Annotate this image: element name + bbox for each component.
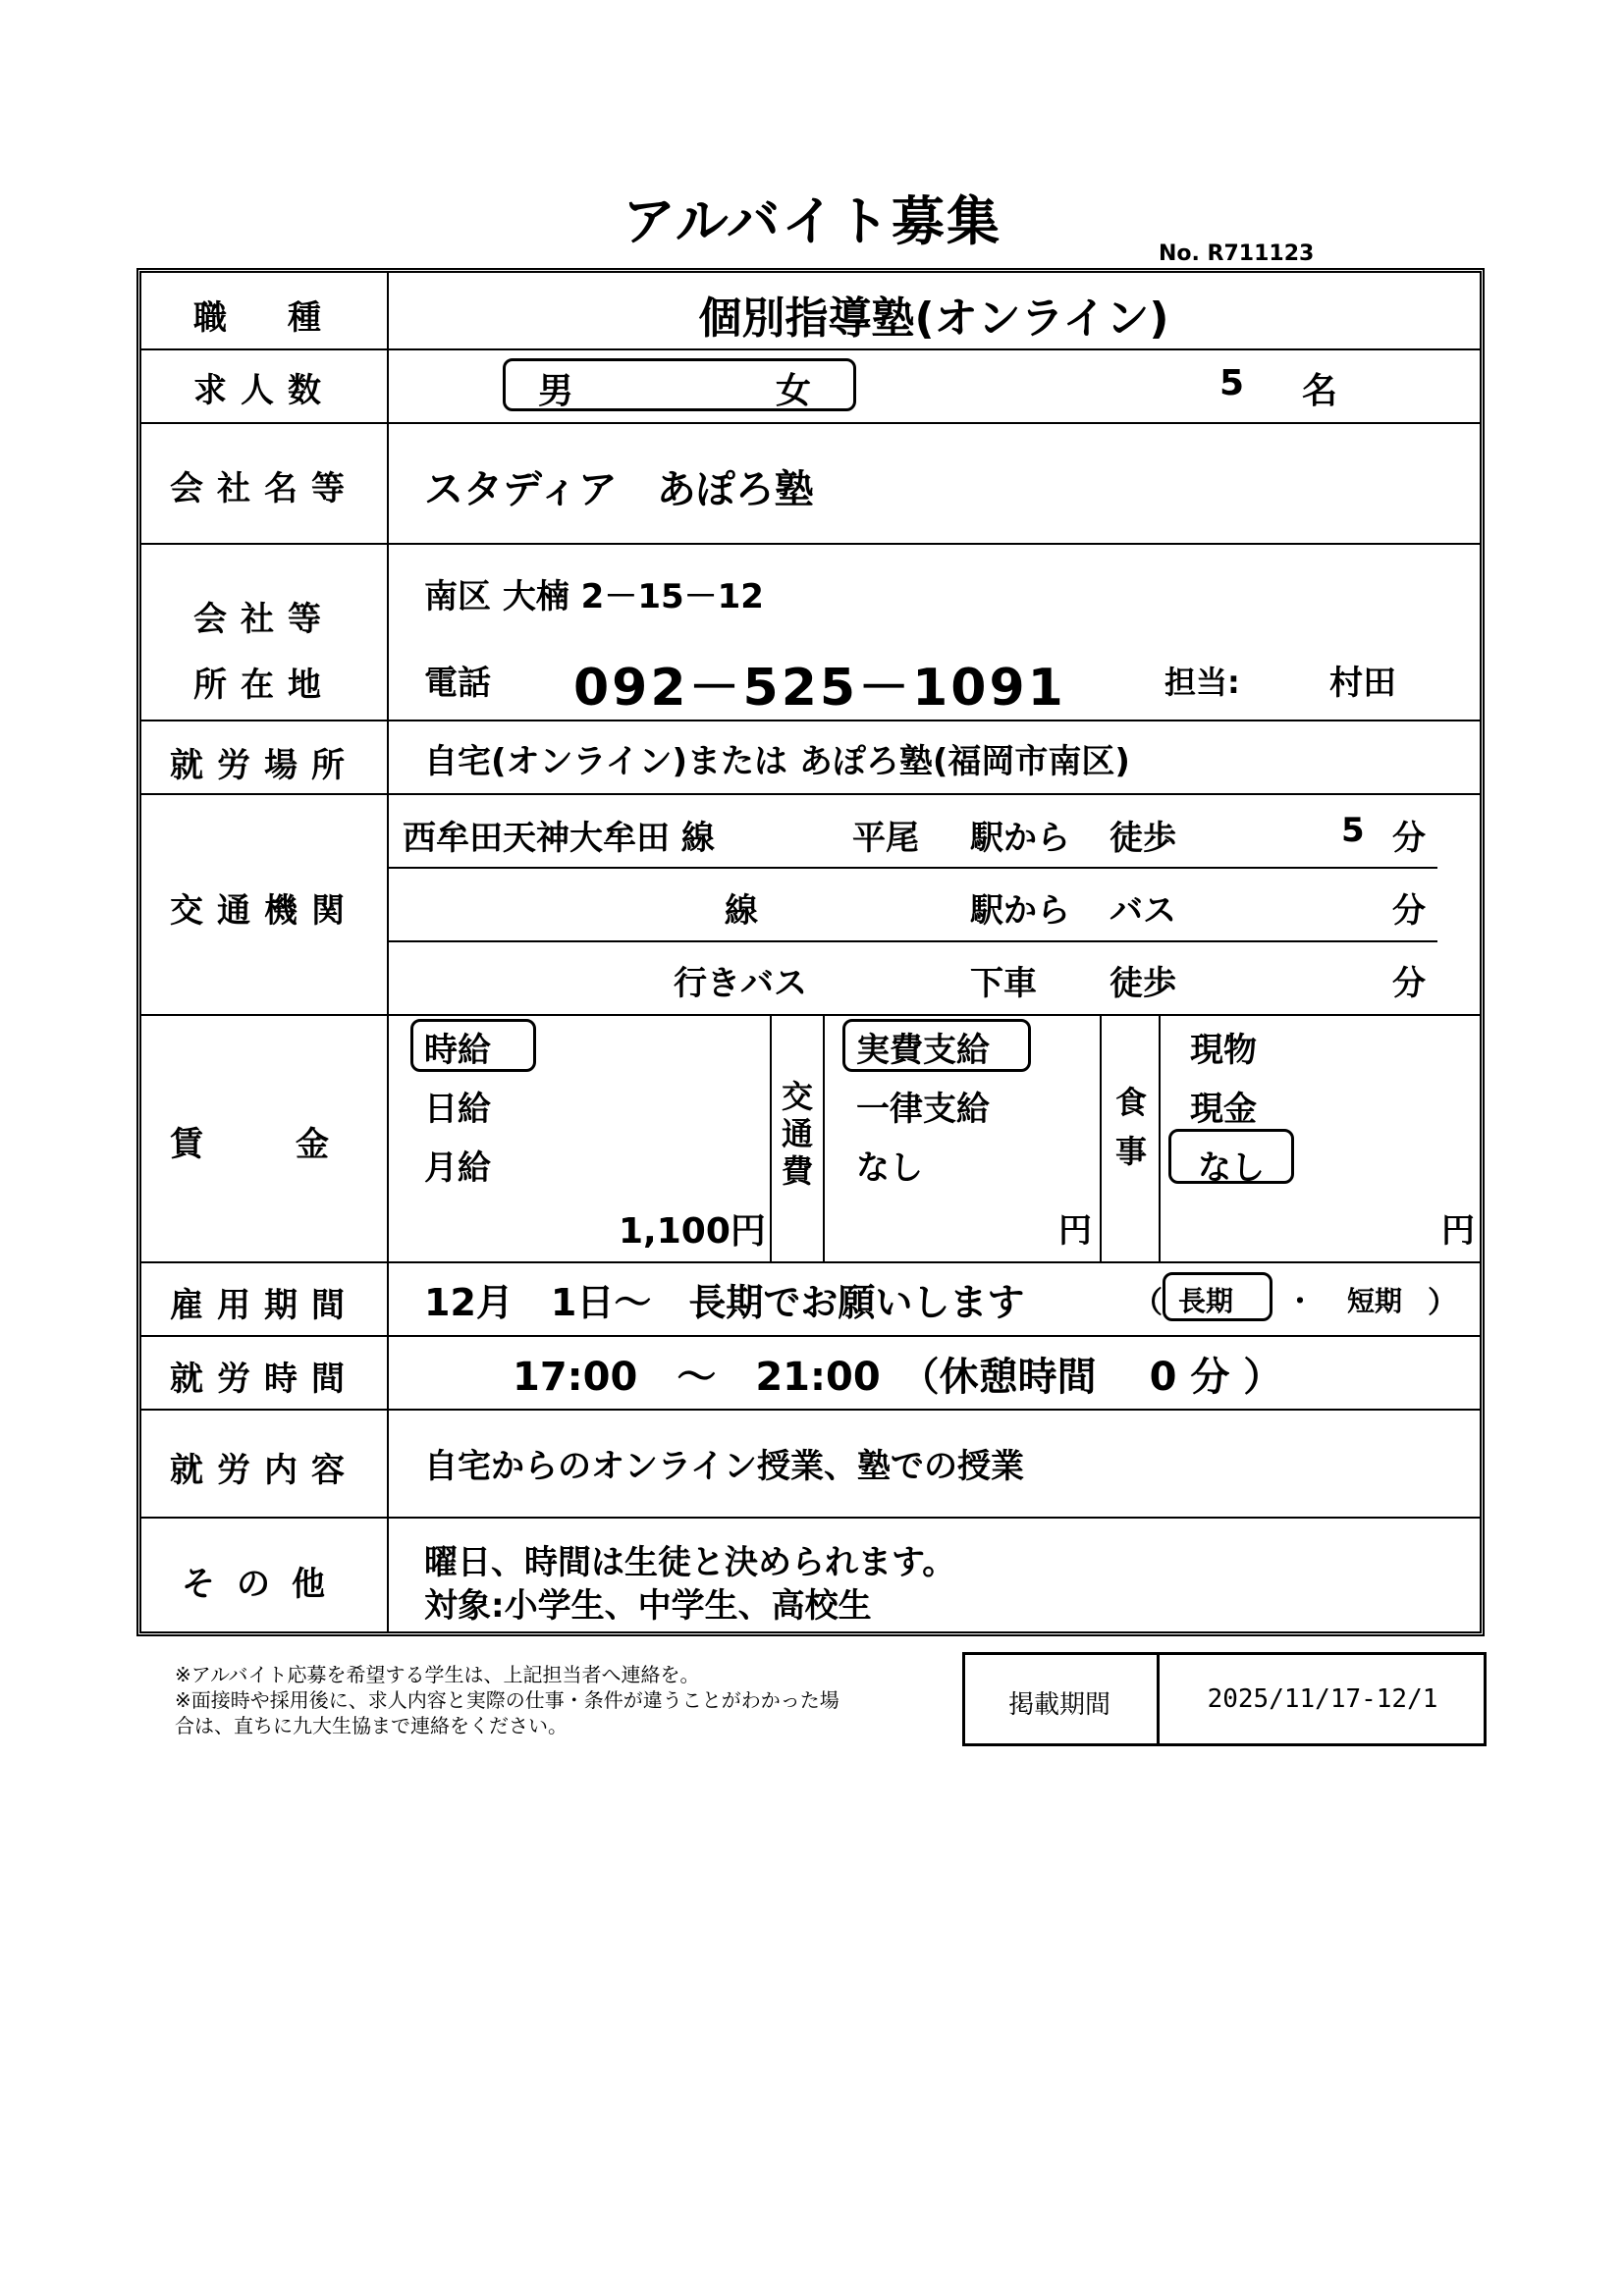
meal-label: 食 事 [1114, 1084, 1147, 1170]
company-name: スタディア あぽろ塾 [424, 467, 814, 512]
content-label: 就労内容 [170, 1451, 358, 1490]
headcount-label: 求人数 [193, 371, 335, 410]
location-label-2: 所在地 [193, 666, 335, 705]
row-divider [141, 793, 1480, 795]
meal-none: なし [1198, 1148, 1265, 1188]
wage-divider [770, 1014, 772, 1261]
headcount-unit: 名 [1302, 371, 1338, 411]
hours-value: 17:00 ～ 21:00 （休憩時間 0 分 ） [513, 1355, 1283, 1400]
row-divider [141, 1335, 1480, 1337]
male-option: 男 [538, 371, 574, 411]
document-number: No. R711123 [1159, 241, 1315, 266]
transport-getoff: 下車 [970, 964, 1037, 1003]
period-long: 長期 [1178, 1285, 1234, 1317]
headcount-number: 5 [1219, 363, 1245, 403]
row-divider [141, 348, 1480, 350]
transport-fee-none: なし [856, 1148, 923, 1188]
wage-divider [1159, 1014, 1161, 1261]
note-line: 合は、直ちに九大生協まで連絡をください。 [175, 1714, 568, 1737]
transport-minutes: 5 [1341, 811, 1365, 850]
row-divider [141, 1517, 1480, 1519]
period-value: 12月 1日～ 長期でお願いします [424, 1281, 1025, 1324]
female-option: 女 [776, 371, 812, 411]
period-short: 短期 [1347, 1285, 1403, 1317]
transport-fee-label: 交 通 費 [781, 1078, 813, 1190]
period-label: 雇用期間 [170, 1286, 358, 1325]
transport-fee-yen: 円 [1058, 1211, 1092, 1251]
transport-mode-2: バス [1110, 891, 1176, 931]
period-open-paren: （ [1133, 1286, 1163, 1320]
company-label: 会社名等 [170, 469, 358, 508]
label-column-divider [387, 273, 389, 1631]
row-divider [141, 1261, 1480, 1263]
contact-name: 村田 [1329, 664, 1396, 703]
posting-period-value: 2025/11/17-12/1 [1207, 1684, 1438, 1714]
row-divider [141, 543, 1480, 545]
wage-divider [823, 1014, 825, 1261]
transport-from-station: 駅から [970, 819, 1070, 858]
other-label: その他 [182, 1565, 347, 1604]
transport-bus-bound: 行きバス [674, 964, 807, 1003]
page-title: アルバイト募集 [622, 190, 1002, 252]
transport-minutes-unit-3: 分 [1392, 964, 1426, 1003]
row-divider [141, 720, 1480, 721]
contact-label: 担当: [1164, 664, 1240, 701]
period-close-paren: ） [1428, 1286, 1457, 1320]
wage-type-hourly: 時給 [424, 1031, 491, 1070]
workplace-label: 就労場所 [170, 746, 358, 785]
transport-station: 平尾 [852, 819, 919, 858]
meal-yen: 円 [1441, 1211, 1475, 1251]
other-line-2: 対象:小学生、中学生、高校生 [424, 1586, 872, 1626]
transport-label: 交通機関 [170, 891, 358, 931]
workplace-value: 自宅(オンライン)または あぽろ塾(福岡市南区) [424, 742, 1130, 781]
transport-from-station-2: 駅から [970, 891, 1070, 931]
period-dot: ・ [1286, 1285, 1315, 1317]
transport-fee-fixed: 一律支給 [856, 1090, 990, 1129]
transport-minutes-unit: 分 [1392, 819, 1426, 858]
meal-in-kind: 現物 [1190, 1031, 1257, 1070]
meal-cash: 現金 [1190, 1090, 1257, 1129]
transport-divider [389, 867, 1437, 869]
wage-divider [1100, 1014, 1102, 1261]
posting-period-label: 掲載期間 [1007, 1690, 1110, 1720]
transport-mode: 徒歩 [1110, 819, 1176, 858]
transport-mode-3: 徒歩 [1110, 964, 1176, 1003]
content-value: 自宅からのオンライン授業、塾での授業 [424, 1447, 1024, 1486]
location-label-1: 会社等 [193, 600, 335, 639]
transport-line-name: 西牟田天神大牟田 線 [403, 819, 715, 858]
transport-fee-actual: 実費支給 [856, 1031, 990, 1070]
note-line: ※アルバイト応募を希望する学生は、上記担当者へ連絡を。 [175, 1663, 700, 1686]
company-address: 南区 大楠 2－15－12 [424, 577, 764, 616]
row-divider [141, 422, 1480, 424]
row-divider [141, 1409, 1480, 1411]
wage-label: 賃 金 [170, 1125, 358, 1164]
transport-line-2: 線 [725, 891, 758, 931]
transport-divider [389, 940, 1437, 942]
other-line-1: 曜日、時間は生徒と決められます。 [424, 1543, 956, 1582]
row-divider [141, 1014, 1480, 1016]
job-type-value: 個別指導塾(オンライン) [698, 294, 1169, 344]
wage-type-monthly: 月給 [424, 1148, 491, 1188]
wage-type-daily: 日給 [424, 1090, 491, 1129]
note-line: ※面接時や採用後に、求人内容と実際の仕事・条件が違うことがわかった場 [175, 1688, 839, 1712]
job-type-label: 職 種 [193, 298, 335, 338]
hours-label: 就労時間 [170, 1360, 358, 1399]
phone-label: 電話 [424, 664, 491, 703]
wage-amount: 1,100円 [619, 1211, 766, 1252]
transport-minutes-unit-2: 分 [1392, 891, 1426, 931]
phone-number: 092－525－1091 [573, 659, 1066, 718]
